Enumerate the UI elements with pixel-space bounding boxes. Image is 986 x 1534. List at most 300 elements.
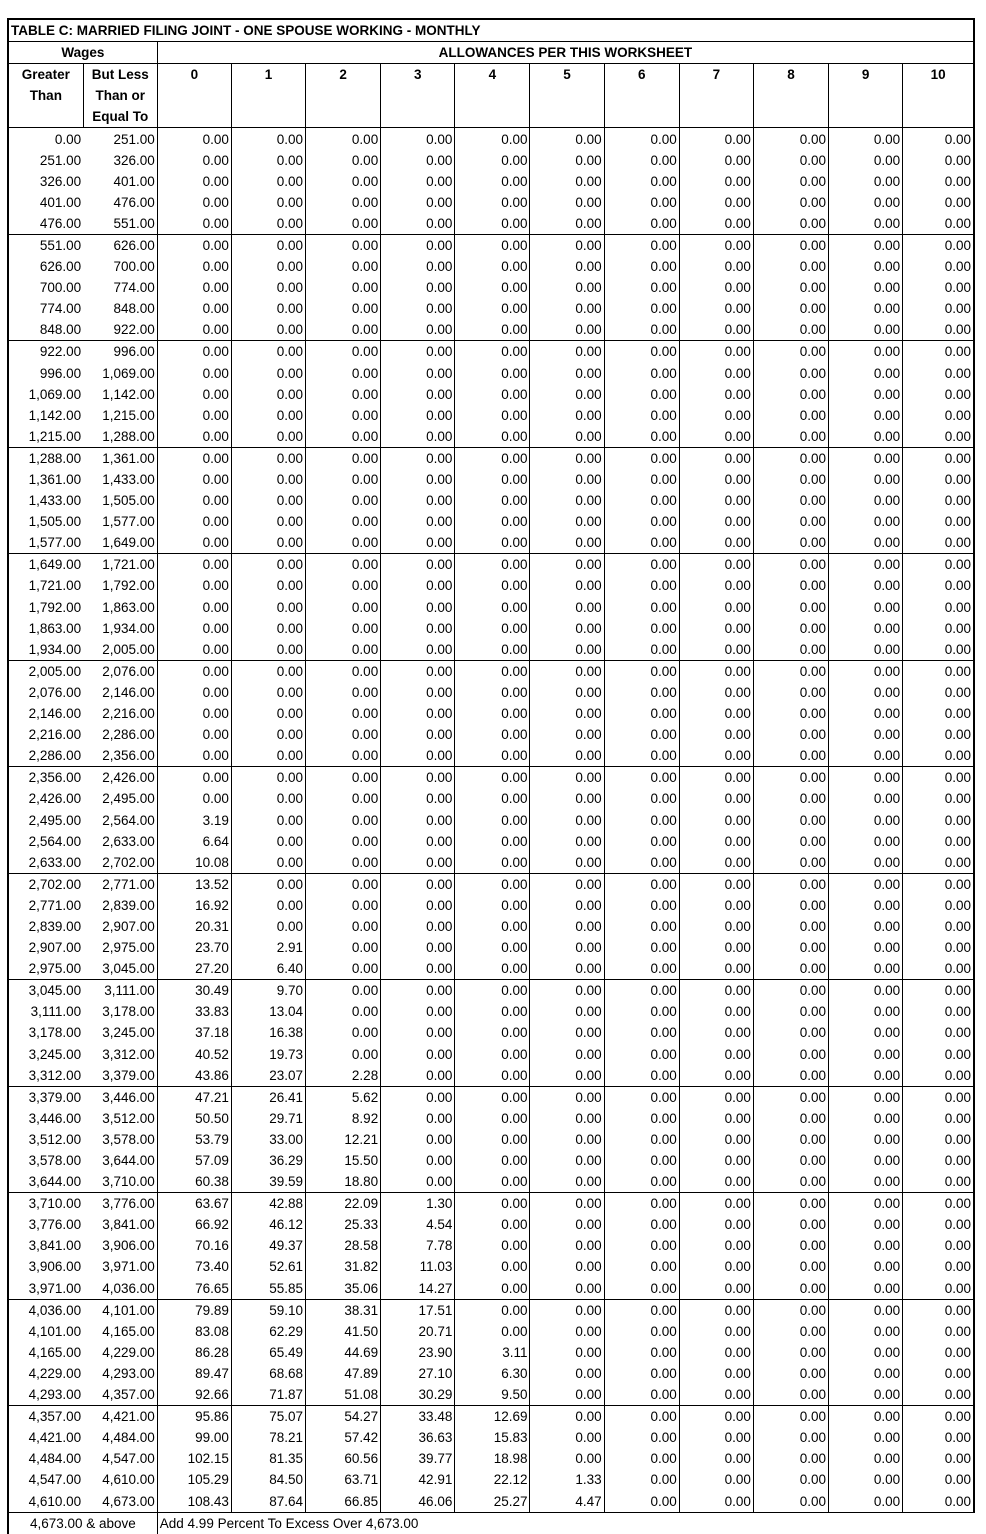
withholding-amount: 0.00 bbox=[903, 192, 974, 213]
withholding-amount: 0.00 bbox=[306, 937, 381, 958]
withholding-amount: 0.00 bbox=[231, 363, 305, 384]
withholding-amount: 0.00 bbox=[455, 1299, 530, 1321]
withholding-amount: 20.71 bbox=[381, 1321, 455, 1342]
withholding-amount: 17.51 bbox=[381, 1299, 455, 1321]
table-row bbox=[8, 1363, 974, 1384]
withholding-amount: 0.00 bbox=[679, 660, 753, 682]
withholding-amount: 12.21 bbox=[306, 1129, 381, 1150]
wage-but-less-than: 1,649.00 bbox=[83, 532, 157, 554]
withholding-amount: 0.00 bbox=[455, 660, 530, 682]
withholding-amount: 0.00 bbox=[381, 852, 455, 874]
withholding-amount: 0.00 bbox=[157, 469, 231, 490]
withholding-amount: 0.00 bbox=[381, 895, 455, 916]
withholding-amount: 0.00 bbox=[903, 788, 974, 809]
wage-but-less-than: 2,495.00 bbox=[83, 788, 157, 809]
wage-greater-than: 3,045.00 bbox=[8, 980, 83, 1002]
table-row bbox=[8, 277, 974, 298]
wage-greater-than: 2,495.00 bbox=[8, 809, 83, 830]
withholding-amount: 0.00 bbox=[829, 809, 903, 830]
withholding-amount: 0.00 bbox=[604, 639, 679, 661]
withholding-amount: 0.00 bbox=[604, 384, 679, 405]
withholding-amount: 0.00 bbox=[679, 554, 753, 576]
withholding-amount: 0.00 bbox=[604, 1044, 679, 1065]
table-row bbox=[8, 363, 974, 384]
withholding-amount: 0.00 bbox=[455, 1171, 530, 1193]
withholding-amount: 0.00 bbox=[829, 490, 903, 511]
withholding-amount: 0.00 bbox=[306, 150, 381, 171]
withholding-amount: 0.00 bbox=[530, 831, 604, 852]
allowance-col-header: 6 bbox=[604, 64, 679, 86]
wage-but-less-than: 3,446.00 bbox=[83, 1086, 157, 1108]
withholding-amount: 49.37 bbox=[231, 1235, 305, 1256]
withholding-amount: 0.00 bbox=[903, 1022, 974, 1043]
withholding-amount: 60.56 bbox=[306, 1448, 381, 1469]
withholding-amount: 0.00 bbox=[753, 1214, 828, 1235]
table-row bbox=[8, 554, 974, 576]
withholding-amount: 0.00 bbox=[455, 1001, 530, 1022]
withholding-amount: 0.00 bbox=[530, 639, 604, 661]
wage-but-less-than: 2,771.00 bbox=[83, 873, 157, 895]
wage-greater-than: 3,776.00 bbox=[8, 1214, 83, 1235]
table-row bbox=[8, 384, 974, 405]
withholding-amount: 0.00 bbox=[381, 490, 455, 511]
withholding-amount: 0.00 bbox=[753, 682, 828, 703]
withholding-amount: 0.00 bbox=[753, 745, 828, 767]
withholding-amount: 0.00 bbox=[753, 703, 828, 724]
wage-but-less-than: 4,484.00 bbox=[83, 1427, 157, 1448]
wage-but-less-than: 2,839.00 bbox=[83, 895, 157, 916]
withholding-amount: 22.12 bbox=[455, 1469, 530, 1490]
withholding-amount: 0.00 bbox=[753, 1022, 828, 1043]
withholding-amount: 0.00 bbox=[829, 1001, 903, 1022]
withholding-amount: 0.00 bbox=[604, 575, 679, 596]
withholding-amount: 0.00 bbox=[381, 319, 455, 341]
withholding-amount: 0.00 bbox=[604, 852, 679, 874]
withholding-amount: 0.00 bbox=[306, 852, 381, 874]
withholding-amount: 0.00 bbox=[530, 1214, 604, 1235]
withholding-amount: 0.00 bbox=[455, 192, 530, 213]
withholding-amount: 0.00 bbox=[829, 597, 903, 618]
withholding-amount: 0.00 bbox=[530, 958, 604, 980]
wage-but-less-than: 3,045.00 bbox=[83, 958, 157, 980]
withholding-amount: 0.00 bbox=[231, 831, 305, 852]
wage-but-less-than: 1,792.00 bbox=[83, 575, 157, 596]
withholding-amount: 0.00 bbox=[604, 319, 679, 341]
withholding-amount: 0.00 bbox=[530, 1299, 604, 1321]
table-row bbox=[8, 1022, 974, 1043]
withholding-amount: 0.00 bbox=[679, 767, 753, 789]
wages-header: Wages bbox=[8, 42, 157, 64]
withholding-amount: 0.00 bbox=[231, 384, 305, 405]
withholding-amount: 0.00 bbox=[829, 277, 903, 298]
wage-but-less-than: 1,577.00 bbox=[83, 511, 157, 532]
withholding-amount: 0.00 bbox=[903, 1065, 974, 1087]
wage-greater-than: 4,547.00 bbox=[8, 1469, 83, 1490]
withholding-amount: 0.00 bbox=[157, 767, 231, 789]
withholding-amount: 0.00 bbox=[157, 597, 231, 618]
withholding-amount: 0.00 bbox=[306, 192, 381, 213]
withholding-amount: 0.00 bbox=[829, 1406, 903, 1428]
withholding-amount: 0.00 bbox=[381, 554, 455, 576]
withholding-amount: 0.00 bbox=[231, 618, 305, 639]
table-row bbox=[8, 1235, 974, 1256]
wage-greater-than: 4,610.00 bbox=[8, 1490, 83, 1512]
withholding-amount: 78.21 bbox=[231, 1427, 305, 1448]
withholding-amount: 23.70 bbox=[157, 937, 231, 958]
table-row bbox=[8, 213, 974, 235]
withholding-amount: 0.00 bbox=[679, 277, 753, 298]
withholding-amount: 57.42 bbox=[306, 1427, 381, 1448]
withholding-amount: 0.00 bbox=[306, 831, 381, 852]
wage-greater-than: 2,771.00 bbox=[8, 895, 83, 916]
withholding-amount: 0.00 bbox=[231, 234, 305, 256]
withholding-amount: 0.00 bbox=[306, 575, 381, 596]
allowance-col-header: 7 bbox=[679, 64, 753, 86]
withholding-amount: 0.00 bbox=[604, 1342, 679, 1363]
wage-greater-than: 2,005.00 bbox=[8, 660, 83, 682]
withholding-amount: 53.79 bbox=[157, 1129, 231, 1150]
withholding-amount: 0.00 bbox=[679, 745, 753, 767]
withholding-amount: 0.00 bbox=[753, 128, 828, 150]
withholding-amount: 0.00 bbox=[157, 213, 231, 235]
withholding-amount: 0.00 bbox=[679, 703, 753, 724]
withholding-amount: 0.00 bbox=[753, 1256, 828, 1277]
withholding-amount: 0.00 bbox=[753, 660, 828, 682]
wage-but-less-than: 848.00 bbox=[83, 298, 157, 319]
withholding-amount: 0.00 bbox=[530, 1384, 604, 1406]
withholding-amount: 0.00 bbox=[679, 1235, 753, 1256]
withholding-amount: 0.00 bbox=[455, 298, 530, 319]
table-row bbox=[8, 980, 974, 1002]
withholding-amount: 0.00 bbox=[231, 895, 305, 916]
withholding-amount: 0.00 bbox=[679, 788, 753, 809]
withholding-amount: 33.48 bbox=[381, 1406, 455, 1428]
withholding-amount: 0.00 bbox=[381, 597, 455, 618]
col-header-but-less-than: Equal To bbox=[83, 106, 157, 128]
wage-greater-than: 2,356.00 bbox=[8, 767, 83, 789]
col-header-but-less-than: Than or bbox=[83, 85, 157, 106]
withholding-amount: 18.98 bbox=[455, 1448, 530, 1469]
withholding-amount: 0.00 bbox=[753, 618, 828, 639]
withholding-amount: 0.00 bbox=[604, 809, 679, 830]
withholding-amount: 0.00 bbox=[455, 682, 530, 703]
withholding-amount: 0.00 bbox=[679, 618, 753, 639]
withholding-amount: 0.00 bbox=[231, 788, 305, 809]
withholding-amount: 0.00 bbox=[829, 724, 903, 745]
withholding-amount: 0.00 bbox=[381, 171, 455, 192]
withholding-amount: 83.08 bbox=[157, 1321, 231, 1342]
withholding-amount: 0.00 bbox=[455, 1129, 530, 1150]
withholding-amount: 0.00 bbox=[829, 767, 903, 789]
withholding-amount: 0.00 bbox=[753, 511, 828, 532]
withholding-amount: 0.00 bbox=[829, 1022, 903, 1043]
withholding-amount: 0.00 bbox=[679, 597, 753, 618]
withholding-amount: 0.00 bbox=[679, 1384, 753, 1406]
wage-but-less-than: 3,245.00 bbox=[83, 1022, 157, 1043]
table-row bbox=[8, 1448, 974, 1469]
withholding-amount: 0.00 bbox=[530, 213, 604, 235]
wage-greater-than: 1,215.00 bbox=[8, 426, 83, 448]
withholding-amount: 0.00 bbox=[903, 1299, 974, 1321]
withholding-amount: 0.00 bbox=[306, 767, 381, 789]
withholding-table bbox=[7, 18, 975, 1534]
withholding-amount: 0.00 bbox=[829, 1086, 903, 1108]
withholding-amount: 0.00 bbox=[753, 1108, 828, 1129]
withholding-amount: 0.00 bbox=[903, 234, 974, 256]
wage-greater-than: 551.00 bbox=[8, 234, 83, 256]
withholding-amount: 12.69 bbox=[455, 1406, 530, 1428]
withholding-amount: 0.00 bbox=[753, 319, 828, 341]
withholding-amount: 0.00 bbox=[903, 1278, 974, 1300]
withholding-amount: 0.00 bbox=[753, 1001, 828, 1022]
withholding-amount: 0.00 bbox=[753, 1193, 828, 1215]
table-row bbox=[8, 1406, 974, 1428]
withholding-amount: 0.00 bbox=[455, 469, 530, 490]
withholding-amount: 0.00 bbox=[829, 1427, 903, 1448]
withholding-amount: 0.00 bbox=[753, 1235, 828, 1256]
withholding-amount: 0.00 bbox=[157, 724, 231, 745]
withholding-amount: 15.83 bbox=[455, 1427, 530, 1448]
withholding-amount: 0.00 bbox=[530, 192, 604, 213]
withholding-amount: 0.00 bbox=[753, 958, 828, 980]
table-row bbox=[8, 1256, 974, 1277]
allowances-header: ALLOWANCES PER THIS WORKSHEET bbox=[157, 42, 974, 64]
withholding-amount: 15.50 bbox=[306, 1150, 381, 1171]
withholding-amount: 0.00 bbox=[455, 213, 530, 235]
withholding-amount: 0.00 bbox=[679, 192, 753, 213]
withholding-amount: 0.00 bbox=[530, 745, 604, 767]
withholding-amount: 0.00 bbox=[903, 916, 974, 937]
withholding-amount: 0.00 bbox=[306, 234, 381, 256]
withholding-amount: 0.00 bbox=[381, 128, 455, 150]
withholding-amount: 0.00 bbox=[306, 128, 381, 150]
table-row bbox=[8, 532, 974, 554]
withholding-amount: 0.00 bbox=[679, 980, 753, 1002]
withholding-amount: 0.00 bbox=[157, 660, 231, 682]
withholding-amount: 0.00 bbox=[903, 575, 974, 596]
table-row bbox=[8, 1278, 974, 1300]
withholding-amount: 0.00 bbox=[455, 1256, 530, 1277]
withholding-amount: 0.00 bbox=[903, 1108, 974, 1129]
withholding-amount: 0.00 bbox=[753, 1065, 828, 1087]
withholding-amount: 0.00 bbox=[530, 724, 604, 745]
wage-greater-than: 4,036.00 bbox=[8, 1299, 83, 1321]
withholding-amount: 0.00 bbox=[381, 511, 455, 532]
withholding-amount: 0.00 bbox=[679, 256, 753, 277]
wage-but-less-than: 2,286.00 bbox=[83, 724, 157, 745]
withholding-amount: 0.00 bbox=[903, 1001, 974, 1022]
withholding-amount: 0.00 bbox=[903, 1214, 974, 1235]
withholding-amount: 0.00 bbox=[753, 1129, 828, 1150]
withholding-amount: 0.00 bbox=[530, 1001, 604, 1022]
withholding-amount: 0.00 bbox=[604, 1299, 679, 1321]
withholding-amount: 0.00 bbox=[903, 1363, 974, 1384]
table-row bbox=[8, 256, 974, 277]
withholding-amount: 89.47 bbox=[157, 1363, 231, 1384]
withholding-amount: 0.00 bbox=[530, 1022, 604, 1043]
withholding-amount: 0.00 bbox=[829, 1363, 903, 1384]
withholding-amount: 0.00 bbox=[455, 703, 530, 724]
withholding-amount: 0.00 bbox=[530, 426, 604, 448]
withholding-amount: 0.00 bbox=[604, 980, 679, 1002]
allowance-col-header-blank bbox=[381, 85, 455, 106]
withholding-amount: 0.00 bbox=[306, 298, 381, 319]
withholding-amount: 0.00 bbox=[679, 1065, 753, 1087]
withholding-amount: 0.00 bbox=[829, 1193, 903, 1215]
allowance-col-header: 10 bbox=[903, 64, 974, 86]
withholding-amount: 0.00 bbox=[829, 1235, 903, 1256]
withholding-amount: 0.00 bbox=[903, 277, 974, 298]
withholding-amount: 0.00 bbox=[679, 234, 753, 256]
withholding-amount: 5.62 bbox=[306, 1086, 381, 1108]
withholding-amount: 25.27 bbox=[455, 1490, 530, 1512]
withholding-amount: 0.00 bbox=[157, 788, 231, 809]
table-row bbox=[8, 1171, 974, 1193]
withholding-amount: 0.00 bbox=[381, 426, 455, 448]
withholding-amount: 1.30 bbox=[381, 1193, 455, 1215]
withholding-amount: 0.00 bbox=[753, 256, 828, 277]
table-row bbox=[8, 1427, 974, 1448]
wage-but-less-than: 3,379.00 bbox=[83, 1065, 157, 1087]
withholding-amount: 0.00 bbox=[381, 234, 455, 256]
table-row bbox=[8, 1193, 974, 1215]
withholding-amount: 0.00 bbox=[753, 639, 828, 661]
withholding-amount: 0.00 bbox=[306, 490, 381, 511]
withholding-amount: 0.00 bbox=[455, 831, 530, 852]
withholding-amount: 68.68 bbox=[231, 1363, 305, 1384]
withholding-amount: 0.00 bbox=[306, 469, 381, 490]
table-row bbox=[8, 1150, 974, 1171]
withholding-amount: 0.00 bbox=[231, 554, 305, 576]
withholding-amount: 0.00 bbox=[679, 319, 753, 341]
withholding-amount: 0.00 bbox=[679, 1001, 753, 1022]
wage-greater-than: 1,934.00 bbox=[8, 639, 83, 661]
table-row bbox=[8, 575, 974, 596]
withholding-amount: 0.00 bbox=[530, 363, 604, 384]
withholding-amount: 63.67 bbox=[157, 1193, 231, 1215]
withholding-amount: 0.00 bbox=[157, 618, 231, 639]
withholding-amount: 0.00 bbox=[530, 809, 604, 830]
withholding-amount: 0.00 bbox=[530, 895, 604, 916]
withholding-amount: 0.00 bbox=[604, 1193, 679, 1215]
withholding-amount: 0.00 bbox=[753, 447, 828, 469]
withholding-amount: 0.00 bbox=[903, 958, 974, 980]
withholding-amount: 19.73 bbox=[231, 1044, 305, 1065]
wage-greater-than: 1,792.00 bbox=[8, 597, 83, 618]
wage-but-less-than: 1,863.00 bbox=[83, 597, 157, 618]
wage-but-less-than: 4,610.00 bbox=[83, 1469, 157, 1490]
table-row bbox=[8, 745, 974, 767]
withholding-amount: 0.00 bbox=[604, 234, 679, 256]
withholding-amount: 0.00 bbox=[903, 618, 974, 639]
wage-but-less-than: 3,178.00 bbox=[83, 1001, 157, 1022]
withholding-amount: 29.71 bbox=[231, 1108, 305, 1129]
withholding-amount: 22.09 bbox=[306, 1193, 381, 1215]
table-row bbox=[8, 1384, 974, 1406]
withholding-amount: 0.00 bbox=[455, 363, 530, 384]
withholding-amount: 0.00 bbox=[829, 639, 903, 661]
withholding-amount: 0.00 bbox=[604, 298, 679, 319]
table-row bbox=[8, 447, 974, 469]
withholding-amount: 0.00 bbox=[306, 809, 381, 830]
withholding-amount: 0.00 bbox=[829, 618, 903, 639]
withholding-amount: 42.91 bbox=[381, 1469, 455, 1490]
wage-but-less-than: 1,505.00 bbox=[83, 490, 157, 511]
withholding-amount: 0.00 bbox=[604, 1150, 679, 1171]
withholding-amount: 0.00 bbox=[381, 1001, 455, 1022]
withholding-amount: 0.00 bbox=[306, 554, 381, 576]
withholding-amount: 0.00 bbox=[306, 618, 381, 639]
withholding-amount: 59.10 bbox=[231, 1299, 305, 1321]
withholding-amount: 0.00 bbox=[231, 682, 305, 703]
withholding-amount: 0.00 bbox=[231, 426, 305, 448]
withholding-amount: 0.00 bbox=[753, 532, 828, 554]
withholding-amount: 0.00 bbox=[306, 916, 381, 937]
withholding-amount: 0.00 bbox=[753, 1427, 828, 1448]
withholding-amount: 0.00 bbox=[679, 1214, 753, 1235]
withholding-amount: 0.00 bbox=[530, 277, 604, 298]
wage-but-less-than: 1,215.00 bbox=[83, 405, 157, 426]
withholding-amount: 0.00 bbox=[381, 937, 455, 958]
withholding-amount: 23.90 bbox=[381, 1342, 455, 1363]
wage-but-less-than: 3,710.00 bbox=[83, 1171, 157, 1193]
withholding-amount: 36.63 bbox=[381, 1427, 455, 1448]
withholding-amount: 99.00 bbox=[157, 1427, 231, 1448]
withholding-amount: 0.00 bbox=[679, 639, 753, 661]
withholding-amount: 0.00 bbox=[381, 256, 455, 277]
withholding-amount: 0.00 bbox=[530, 554, 604, 576]
wage-but-less-than: 2,216.00 bbox=[83, 703, 157, 724]
withholding-amount: 0.00 bbox=[903, 724, 974, 745]
withholding-amount: 0.00 bbox=[604, 597, 679, 618]
allowance-col-header-blank bbox=[455, 106, 530, 128]
withholding-amount: 0.00 bbox=[679, 1321, 753, 1342]
withholding-amount: 0.00 bbox=[679, 682, 753, 703]
withholding-amount: 0.00 bbox=[679, 873, 753, 895]
withholding-amount: 46.12 bbox=[231, 1214, 305, 1235]
withholding-amount: 0.00 bbox=[381, 873, 455, 895]
wage-greater-than: 2,426.00 bbox=[8, 788, 83, 809]
withholding-amount: 62.29 bbox=[231, 1321, 305, 1342]
withholding-amount: 0.00 bbox=[530, 1171, 604, 1193]
table-row bbox=[8, 1214, 974, 1235]
withholding-amount: 0.00 bbox=[829, 234, 903, 256]
allowance-col-header: 0 bbox=[157, 64, 231, 86]
withholding-amount: 0.00 bbox=[157, 363, 231, 384]
withholding-amount: 0.00 bbox=[455, 150, 530, 171]
withholding-amount: 52.61 bbox=[231, 1256, 305, 1277]
table-row bbox=[8, 724, 974, 745]
wage-but-less-than: 1,361.00 bbox=[83, 447, 157, 469]
footer-note: Add 4.99 Percent To Excess Over 4,673.00 bbox=[159, 1515, 419, 1531]
withholding-amount: 0.00 bbox=[753, 150, 828, 171]
withholding-amount: 0.00 bbox=[903, 745, 974, 767]
withholding-amount: 0.00 bbox=[157, 703, 231, 724]
withholding-amount: 0.00 bbox=[530, 575, 604, 596]
withholding-amount: 0.00 bbox=[530, 511, 604, 532]
wage-greater-than: 996.00 bbox=[8, 363, 83, 384]
withholding-amount: 0.00 bbox=[679, 426, 753, 448]
withholding-amount: 0.00 bbox=[753, 1086, 828, 1108]
withholding-amount: 0.00 bbox=[829, 469, 903, 490]
withholding-amount: 0.00 bbox=[903, 1256, 974, 1277]
withholding-amount: 0.00 bbox=[231, 277, 305, 298]
wage-but-less-than: 3,512.00 bbox=[83, 1108, 157, 1129]
withholding-amount: 73.40 bbox=[157, 1256, 231, 1277]
withholding-amount: 0.00 bbox=[231, 511, 305, 532]
withholding-amount: 0.00 bbox=[455, 447, 530, 469]
withholding-amount: 30.49 bbox=[157, 980, 231, 1002]
